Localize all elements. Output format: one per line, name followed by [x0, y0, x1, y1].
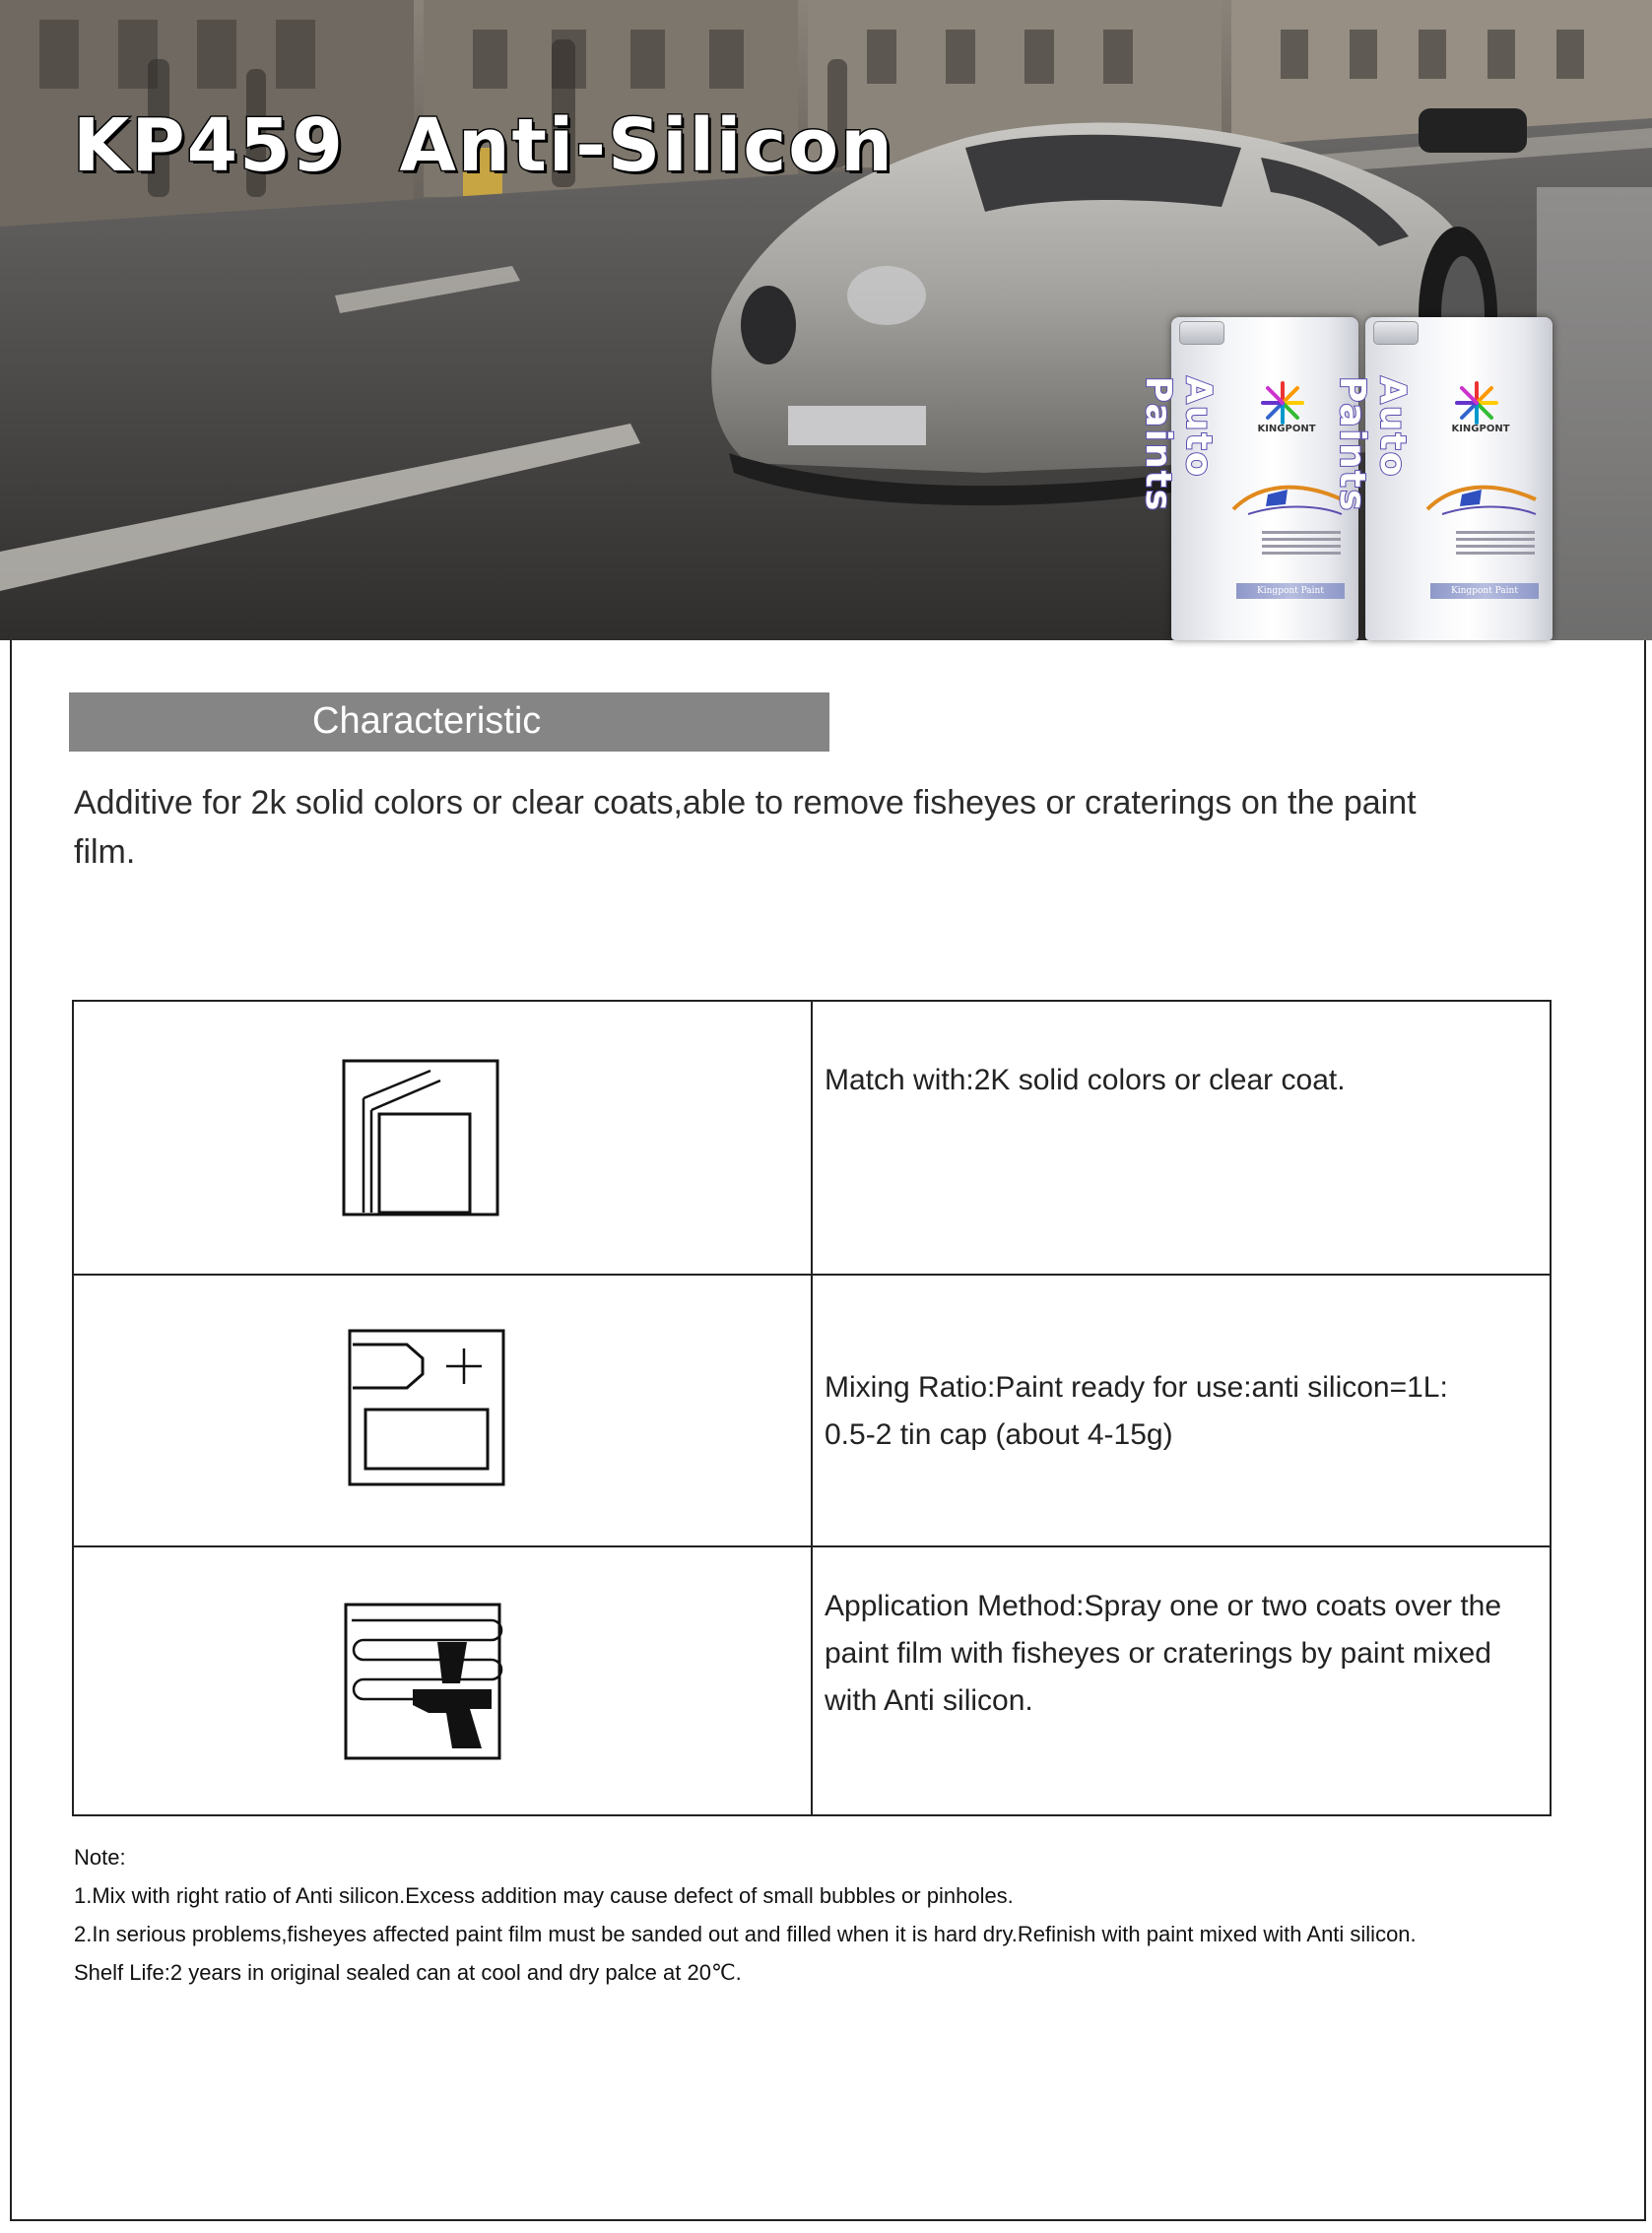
kingpont-logo-icon	[1258, 378, 1307, 427]
text-cell	[815, 1002, 1550, 1274]
notes-section	[74, 1838, 1611, 1992]
text-cell	[815, 1547, 1550, 1816]
mixing-ratio-text: Mixing Ratio:Paint ready for use:anti silicon=1L: 0.5-2 tin cap (about 4-15g)	[825, 1371, 1448, 1451]
can-brand: KINGPONT	[1451, 424, 1510, 434]
mixing-icon	[348, 1329, 505, 1486]
paint-can-image	[1332, 317, 1553, 640]
can-fine-print	[1262, 527, 1341, 558]
note-line: 1.Mix with right ratio of Anti silicon.Excess addition may cause defect of small bubbles or pinholes.	[74, 1883, 1014, 1908]
shelf-life-line: Shelf Life:2 years in original sealed can at cool and dry palce at 20℃.	[74, 1960, 742, 1985]
page-title: KP459 Anti-Silicon	[73, 103, 894, 188]
can-label-strip: Kingpont Paint	[1430, 583, 1539, 599]
can-cap	[1373, 321, 1419, 345]
section-header-label: Characteristic	[312, 700, 542, 742]
can-vertical-text: Auto Paints	[1138, 376, 1219, 513]
icon-cell	[74, 1547, 813, 1816]
car-swoosh-icon	[1228, 465, 1347, 524]
car-swoosh-icon	[1422, 465, 1541, 524]
hero-banner	[0, 0, 1652, 640]
icon-cell	[74, 1276, 813, 1545]
text-cell	[815, 1276, 1550, 1545]
note-line: 2.In serious problems,fisheyes affected paint film must be sanded out and filled when it is hard dry.Refinish with paint mixed with Anti silicon.	[74, 1922, 1417, 1946]
spray-gun-icon	[344, 1603, 501, 1760]
section-header	[69, 692, 829, 752]
kingpont-logo-icon	[1452, 378, 1501, 427]
can-brand: KINGPONT	[1257, 424, 1316, 434]
can-label-strip: Kingpont Paint	[1236, 583, 1345, 599]
match-with-text: Match with:2K solid colors or clear coat.	[825, 1064, 1346, 1096]
product-description: Additive for 2k solid colors or clear coats,able to remove fisheyes or craterings on the paint film.	[74, 784, 1417, 871]
application-method-text: Application Method:Spray one or two coats over the paint film with fisheyes or craterings by paint mixed with Anti silicon.	[825, 1590, 1502, 1717]
icon-cell	[74, 1002, 813, 1274]
panel-icon	[342, 1059, 499, 1216]
spec-table	[72, 1000, 1552, 1816]
can-vertical-text: Auto Paints	[1332, 376, 1413, 513]
paint-can-image	[1138, 317, 1358, 640]
can-fine-print	[1456, 527, 1535, 558]
table-row	[74, 1274, 1550, 1545]
table-row	[74, 1002, 1550, 1274]
table-row	[74, 1545, 1550, 1816]
notes-heading: Note:	[74, 1845, 126, 1870]
can-cap	[1179, 321, 1224, 345]
